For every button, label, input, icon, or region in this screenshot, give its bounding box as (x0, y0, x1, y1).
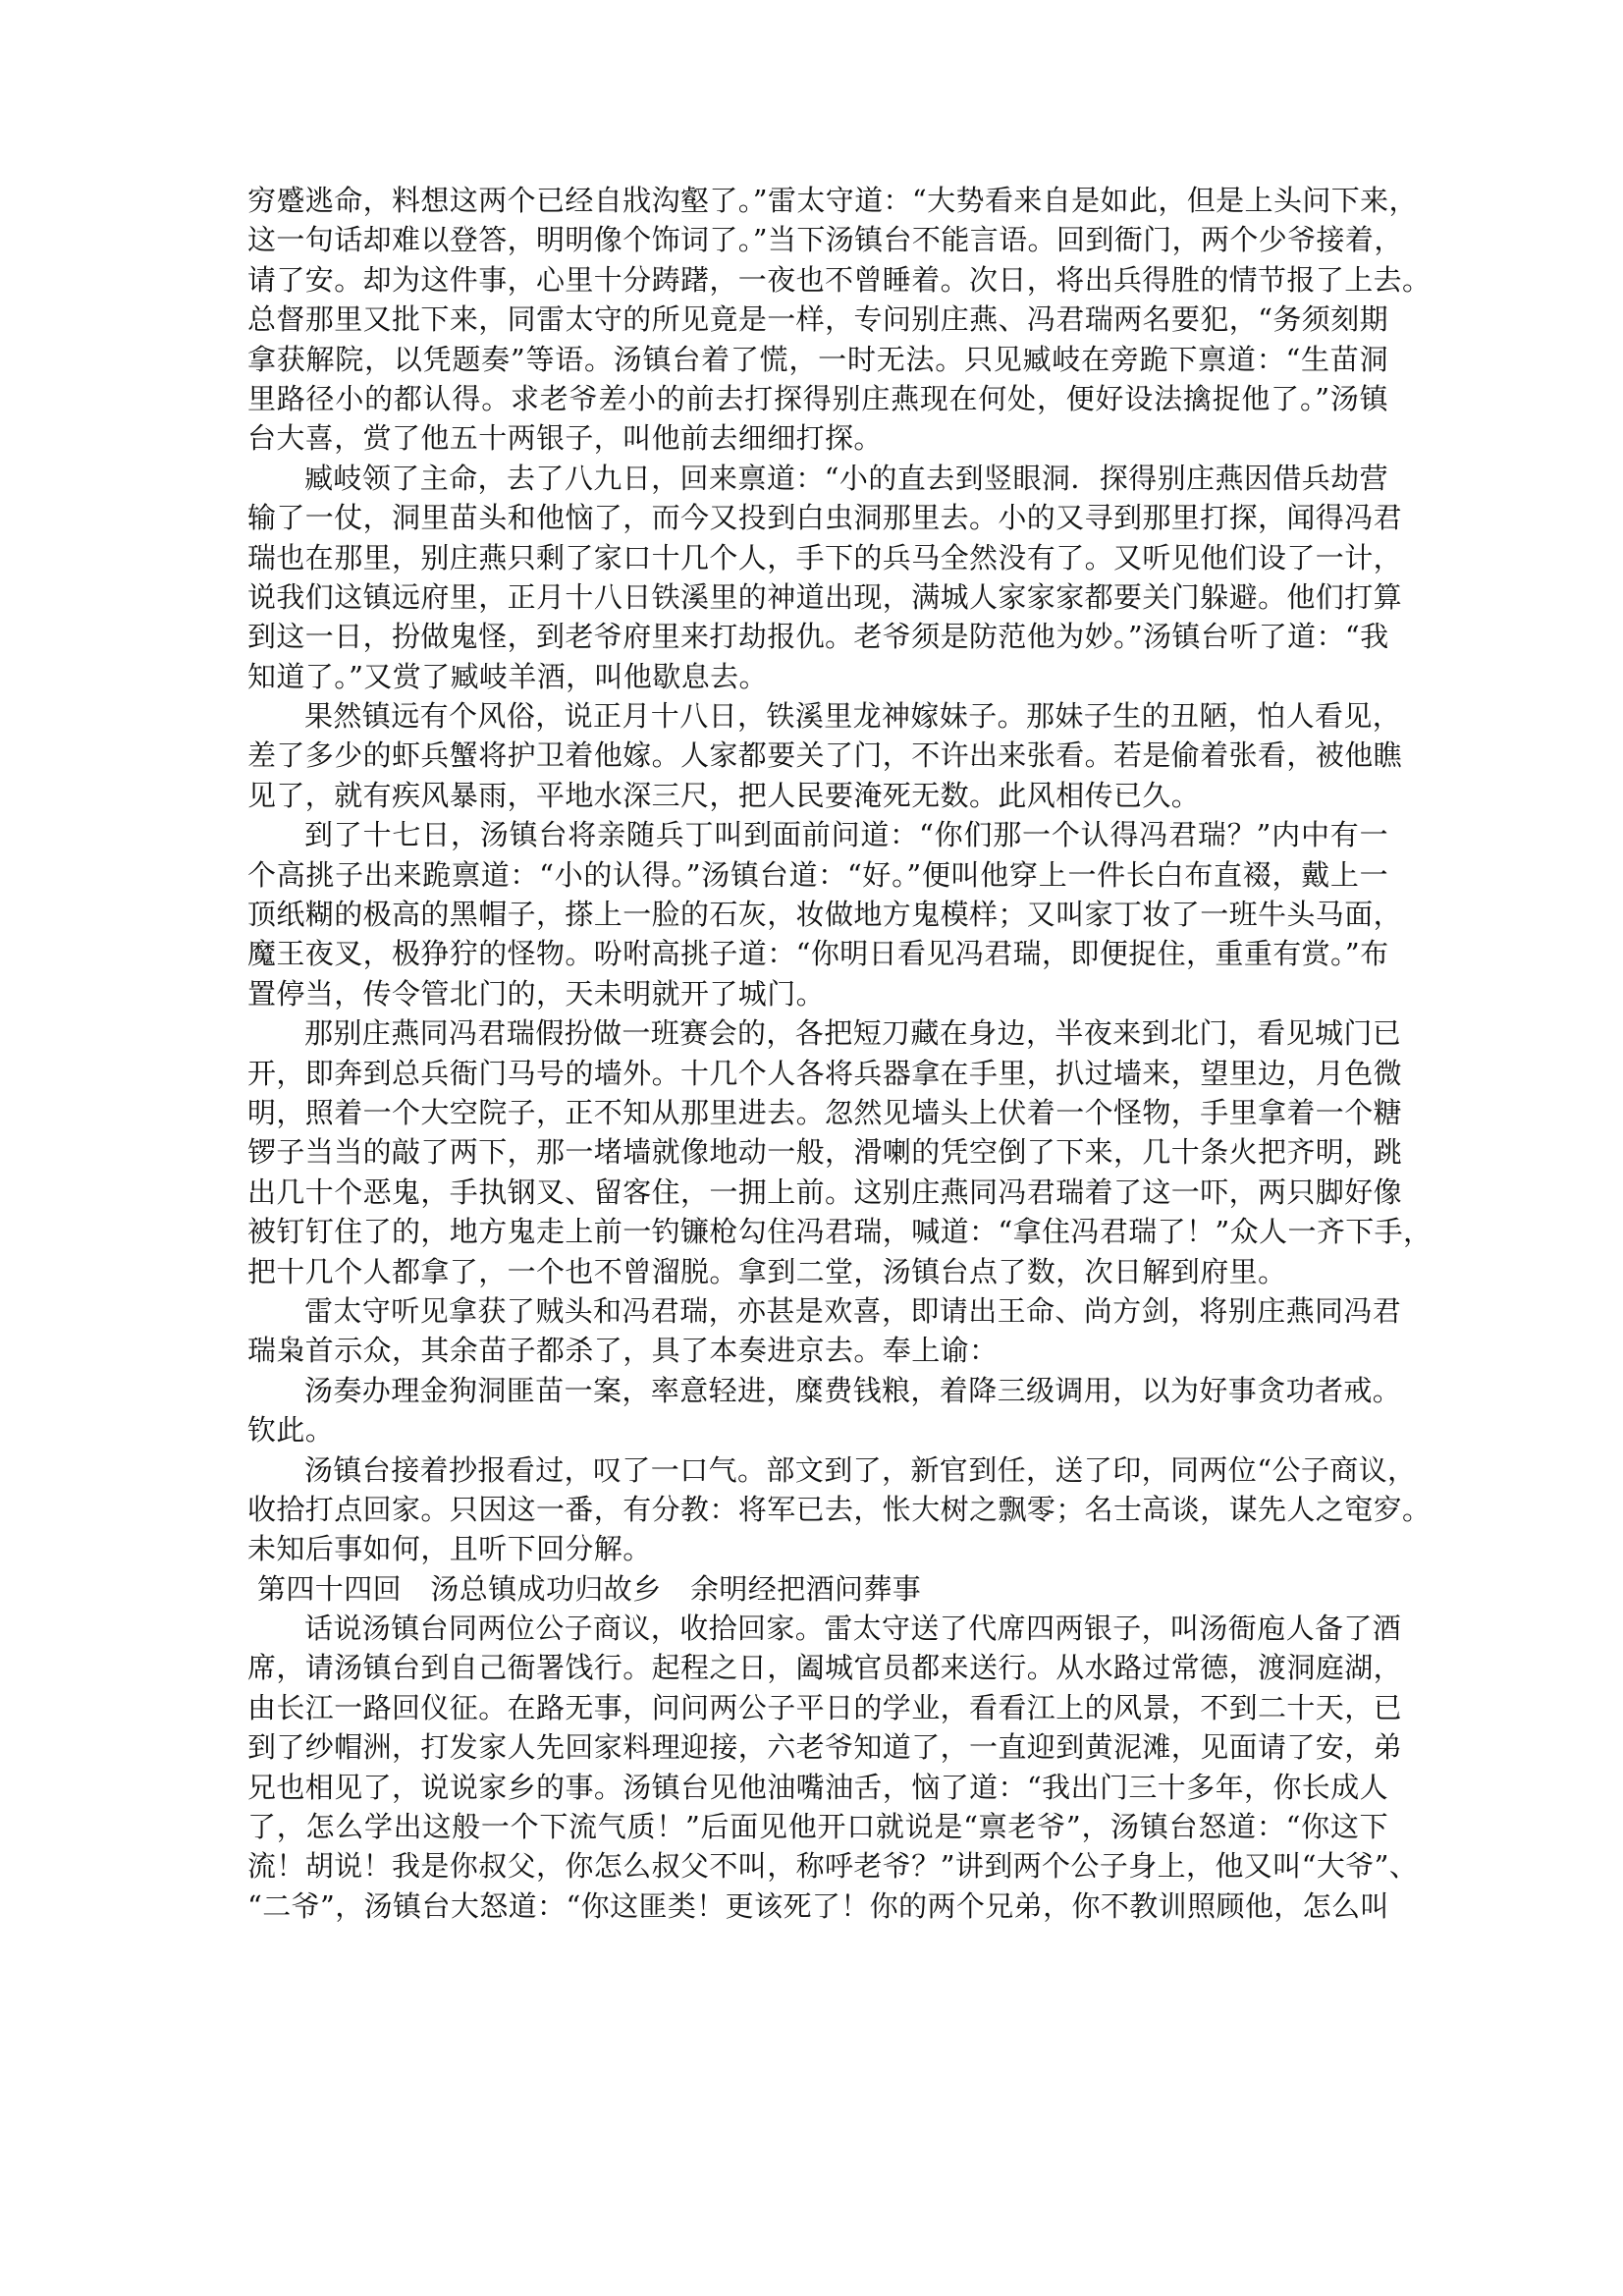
document-page (247, 181, 1433, 1926)
text-line: 台大喜，赏了他五十两银子，叫他前去细细打探。 (247, 421, 883, 456)
text-line: 顶纸糊的极高的黑帽子，搽上一脸的石灰，妆做地方鬼模样；又叫家丁妆了一班牛头马面， (247, 898, 1403, 932)
text-line: 输了一仗，洞里苗头和他恼了，而今又投到白虫洞那里去。小的又寻到那里打探，闻得冯君 (247, 501, 1403, 535)
text-line: 差了多少的虾兵蟹将护卫着他嫁。人家都要关了门，不许出来张看。若是偷着张看，被他瞧 (247, 738, 1403, 773)
text-line: 魔王夜叉，极狰狞的怪物。吩咐高挑子道：“你明日看见冯君瑞，即便捉住，重重有赏。”布 (247, 937, 1389, 971)
text-line: 明，照着一个大空院子，正不知从那里进去。忽然见墙头上伏着一个怪物，手里拿着一个糖 (247, 1095, 1403, 1129)
text-line: 由长江一路回仪征。在路无事，问问两公子平日的学业，看看江上的风景，不到二十天，已 (247, 1690, 1403, 1724)
text-line: “二爷”，汤镇台大怒道：“你这匪类！更该死了！你的两个兄弟，你不教训照顾他，怎么叫 (247, 1888, 1389, 1923)
text-line: 瑞枭首示众，其余苗子都杀了，具了本奏进京去。奉上谕： (247, 1334, 999, 1368)
text-line: 置停当，传令管北门的，天未明就开了城门。 (247, 976, 826, 1011)
text-line: 这一句话却难以登答，明明像个饰词了。”当下汤镇台不能言语。回到衙门，两个少爷接着， (247, 223, 1403, 257)
text-line: 未知后事如何，且听下回分解。 (247, 1532, 652, 1566)
text-line: 开，即奔到总兵衙门马号的墙外。十几个人各将兵器拿在手里，扒过墙来，望里边，月色微 (247, 1056, 1403, 1090)
text-line: 席，请汤镇台到自己衙署饯行。起程之日，阖城官员都来送行。从水路过常德，渡洞庭湖， (247, 1651, 1403, 1685)
text-line: 那别庄燕同冯君瑞假扮做一班赛会的，各把短刀藏在身边，半夜来到北门，看见城门已 (304, 1016, 1402, 1051)
text-line: 到这一日，扮做鬼怪，到老爷府里来打劫报仇。老爷须是防范他为妙。”汤镇台听了道：“我 (247, 620, 1389, 654)
text-line: 请了安。却为这件事，心里十分踌躇，一夜也不曾睡着。次日，将出兵得胜的情节报了上去。 (247, 262, 1432, 297)
text-line: 个高挑子出来跪禀道：“小的认得。”汤镇台道：“好。”便叫他穿上一件长白布直裰，戴上一 (247, 857, 1388, 892)
text-line: 出几十个恶鬼，手执钢叉、留客住，一拥上前。这别庄燕同冯君瑞着了这一吓，两只脚好像 (247, 1175, 1403, 1209)
text-line: 穷蹙逃命，料想这两个已经自戕沟壑了。”雷太守道：“大势看来自是如此，但是上头问下来， (247, 184, 1418, 217)
text-line: 总督那里又批下来，同雷太守的所见竟是一样，专问别庄燕、冯君瑞两名要犯，“务须刻期 (247, 302, 1388, 337)
text-line: 说我们这镇远府里，正月十八日铁溪里的神道出现，满城人家家家都要关门躲避。他们打算 (247, 579, 1403, 614)
text-line: 兄也相见了，说说家乡的事。汤镇台见他油嘴油舌，恼了道：“我出门三十多年，你长成人 (247, 1770, 1388, 1804)
text-line: 收拾打点回家。只因这一番，有分教：将军已去，怅大树之飘零；名士高谈，谋先人之窀穸。 (247, 1492, 1432, 1526)
text-line: 果然镇远有个风俗，说正月十八日，铁溪里龙神嫁妹子。那妹子生的丑陋，怕人看见， (304, 699, 1402, 734)
text-line: 流！胡说！我是你叔父，你怎么叔父不叫，称呼老爷？”讲到两个公子身上，他又叫“大爷”、 (247, 1849, 1419, 1884)
text-line: 到了纱帽洲，打发家人先回家料理迎接，六老爷知道了，一直迎到黄泥滩，见面请了安，弟 (247, 1730, 1403, 1765)
text-line: 钦此。 (247, 1413, 335, 1448)
text-line: 知道了。”又赏了臧岐羊酒，叫他歇息去。 (247, 659, 768, 693)
text-line: 汤镇台接着抄报看过，叹了一口气。部文到了，新官到任，送了印，同两位“公子商议， (304, 1452, 1417, 1487)
text-line: 见了，就有疾风暴雨，平地水深三尺，把人民要淹死无数。此风相传已久。 (247, 778, 1201, 812)
text-line: 把十几个人都拿了，一个也不曾溜脱。拿到二堂，汤镇台点了数，次日解到府里。 (247, 1254, 1287, 1288)
text-line: 锣子当当的敲了两下，那一堵墙就像地动一般，滑喇的凭空倒了下来，几十条火把齐明，跳 (247, 1135, 1403, 1170)
chapter-heading: 第四十四回 汤总镇成功归故乡 余明经把酒问葬事 (257, 1571, 922, 1606)
text-line: 瑞也在那里，别庄燕只剩了家口十几个人，手下的兵马全然没有了。又听见他们设了一计， (247, 540, 1403, 574)
text-line: 了，怎么学出这般一个下流气质！”后面见他开口就说是“禀老爷”，汤镇台怒道：“你这下 (247, 1810, 1388, 1844)
text-line: 里路径小的都认得。求老爷差小的前去打探得别庄燕现在何处，便好设法擒捉他了。”汤镇 (247, 381, 1388, 415)
text-line: 汤奏办理金狗洞匪苗一案，率意轻进，糜费钱粮，着降三级调用，以为好事贪功者戒。 (304, 1373, 1402, 1407)
text-line: 到了十七日，汤镇台将亲随兵丁叫到面前问道：“你们那一个认得冯君瑞？”内中有一 (304, 818, 1388, 852)
text-line: 拿获解院，以凭题奏”等语。汤镇台着了慌，一时无法。只见臧岐在旁跪下禀道：“生苗洞 (247, 342, 1388, 376)
text-line: 被钉钉住了的，地方鬼走上前一钓镰枪勾住冯君瑞，喊道：“拿住冯君瑞了！”众人一齐下手， (247, 1215, 1433, 1249)
text-line: 雷太守听见拿获了贼头和冯君瑞，亦甚是欢喜，即请出王命、尚方剑，将别庄燕同冯君 (304, 1293, 1402, 1328)
text-line: 话说汤镇台同两位公子商议，收拾回家。雷太守送了代席四两银子，叫汤衙庖人备了酒 (304, 1612, 1402, 1646)
text-line: 臧岐领了主命，去了八九日，回来禀道：“小的直去到竖眼洞．探得别庄燕因借兵劫营 (304, 461, 1388, 495)
